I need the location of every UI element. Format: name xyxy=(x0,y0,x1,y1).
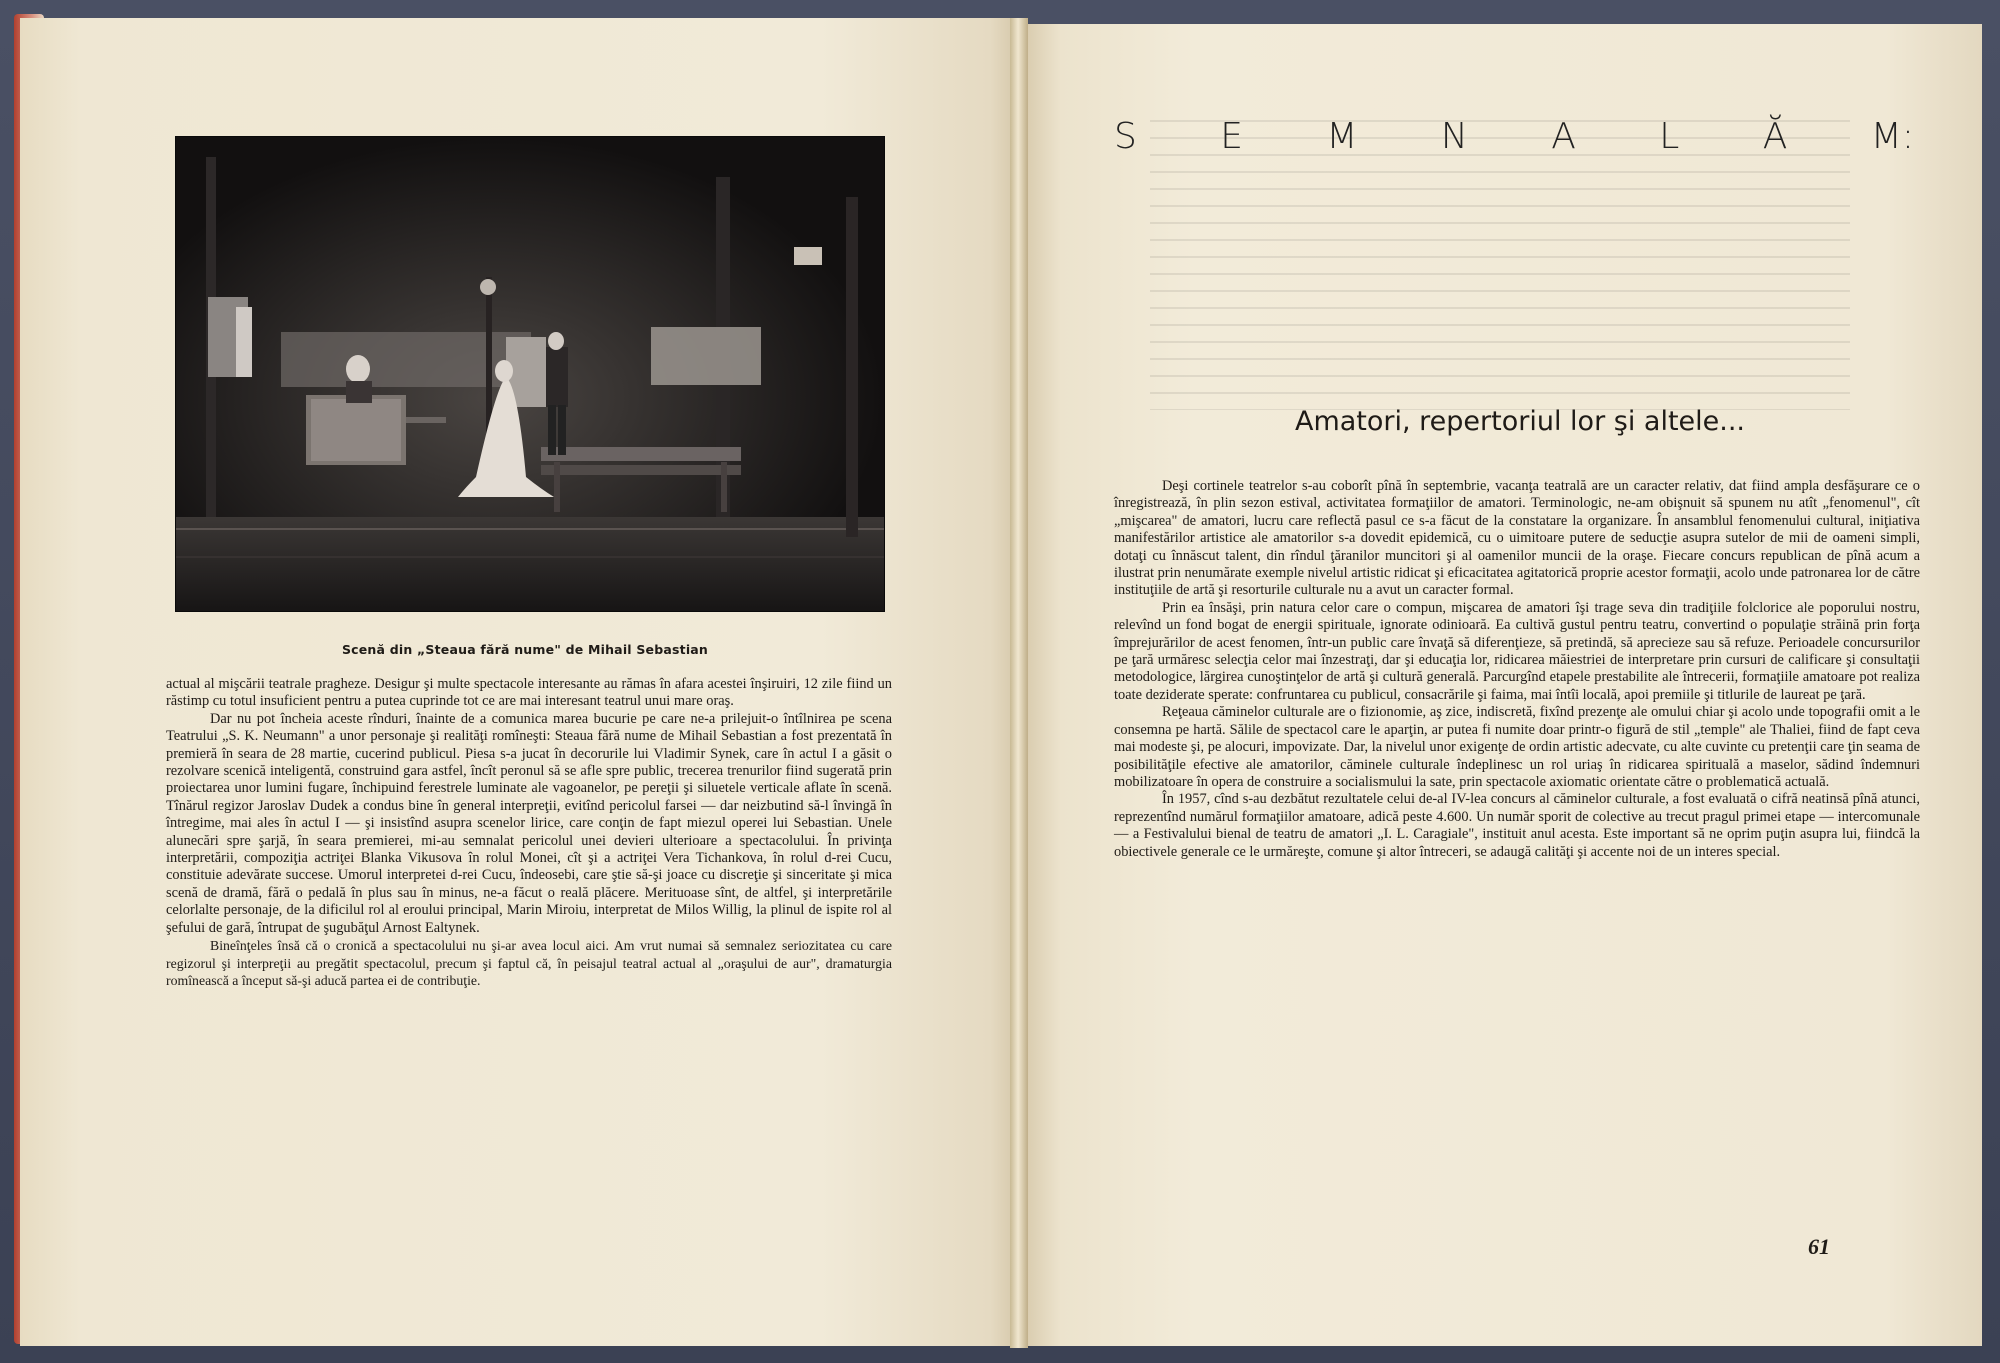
left-paragraph: actual al mişcării teatrale pragheze. Desigur şi multe spectacole interesante au rămas în afara acestei înşiruiri, 12 zile fiind un răstimp cu totul insuficient pentru a putea cuprinde tot ce are mai interesant teatrul unui mare oraş. xyxy=(166,676,892,710)
heading-letter: M xyxy=(1326,116,1358,157)
heading-letter: S xyxy=(1114,116,1137,157)
heading-letter: A xyxy=(1551,116,1576,157)
heading-letter: L xyxy=(1659,116,1680,157)
stage-photo xyxy=(175,136,885,612)
left-paragraph: Bineînţeles însă că o cronică a spectacolului nu şi-ar avea locul aici. Am vrut numai să semnalez seriozitatea cu care regizorul şi interpreţii au pregătit spectacolul, precum şi faptul că, în peisajul teatral actual al „oraşului de aur", dramaturgia romînească a început să-şi aducă partea ei de contribuţie. xyxy=(166,938,892,988)
heading-letter: Ă xyxy=(1762,116,1788,157)
stage-scene-image xyxy=(176,137,884,611)
left-paragraph: Dar nu pot încheia aceste rînduri, înainte de a comunica marea bucurie pe care ne-a prilejuit-o întîlnirea pe scena Teatrului „S. K. Neumann" a unor personaje şi realităţi romîneşti: Steaua fără nume de Mihail Sebastian a fost prezentată în premieră în seara de 28 martie, cucerind publicul. Piesa s-a jucat în decorurile lui Vladimir Synek, care în actul I a găsit o rezolvare scenică inteligentă, construind gara astfel, încît peronul să se afle spre public, trecerea trenurilor fiind sugerată prin proiectarea unor lumini fugare, închipuind ferestrele luminate ale vagoanelor, pe pereţii şi siluetele verticale aflate în scenă. Tînărul regizor Jaroslav Dudek a condus bine în general interpreţii, evitînd pericolul farsei — dar neizbutind să-l învingă în întregime, mai ales în actul I — şi insistînd asupra scenelor lirice, care conţin de fapt miezul operei lui Sebastian. Unele alunecări spre şarjă, în seara premierei, mi-au semnalat pericolul unei devieri ulterioare a spectacolului. În privinţa interpretării, compoziţia actriţei Blanka Vikusova în rolul Monei, cît şi a actriţei Vera Tichankova, în rolul d-rei Cucu, constituie adevărate succese. Umorul interpretei d-rei Cucu, îndeosebi, care ştie să-şi joace cu discreţie şi sinceritate şi mica scenă de dramă, fără o pedală în plus sau în minus, ne-a făcut o reală plăcere. Merituoase sînt, de altfel, şi interpretările celorlalte personaje, de la dificilul rol al eroului principal, Marin Miroiu, interpretat de Milos Willig, la plinul de ispite rol al şefului de gară, întrupat de şugubăţul Arnost Ealtynek. xyxy=(166,710,892,936)
right-column-text xyxy=(1114,478,1920,861)
right-paragraph: Deşi cortinele teatrelor s-au coborît pînă în septembrie, vacanţa teatrală are un caracter relativ, dat fiind ampla desfăşurare ce o înregistrează, în plin sezon estival, activitatea formaţiilor de amatori. Terminologic, ne-am obişnuit să spunem nu atît „fenomenul", cît „mişcarea" de amatori, lucru care reflectă pasul ce s-a făcut de la constatare la organizare. În ansamblul fenomenului cultural, iniţiativa manifestărilor artistice ale amatorilor s-a dovedit epidemică, cu o uimitoare putere de seducţie asupra sutelor de mii de oameni simpli, dotaţi cu înnăscut talent, din rîndul ţăranilor muncitori şi al oamenilor muncii de la oraşe. Fiecare concurs republican de pînă acum a ilustrat prin nenumărate exemple nivelul artistic ridicat şi eficacitatea agitatorică proprie acestor formaţii, acolo unde patronarea lor de către instituţiile de artă şi resorturile culturale nu a avut un caracter formal. xyxy=(1114,478,1920,599)
heading-letter: M: xyxy=(1870,116,1914,157)
article-title: Amatori, repertoriul lor şi altele... xyxy=(1294,406,1746,437)
right-paragraph: În 1957, cînd s-au dezbătut rezultatele celui de-al IV-lea concurs al căminelor culturale, a fost evaluată o cifră neatinsă pînă atunci, reprezentînd numărul formaţiilor amatoare, adică peste 4.600. Un număr sporit de colective au trecut pragul primei etape — intercomunale — a Festivalului bienal de teatru de amatori „I. L. Caragiale", instituit anul acesta. Este important să ne oprim puţin asupra lui, fiindcă la obiectivele generale ce le urmăreşte, comune şi altor întreceri, se adaugă calităţi şi accente noi de un interes special. xyxy=(1114,791,1920,860)
book-spine xyxy=(1010,18,1028,1348)
right-paragraph: Prin ea însăşi, prin natura celor care o compun, mişcarea de amatori îşi trage seva din tradiţiile folclorice ale poporului nostru, relevînd un fond bogat de energii spirituale, ignorate odinioară. Ea cultivă gustul pentru teatru, convertind o populaţie străină prin forţa împrejurărilor de acest fenomen, într-un public care învaţă să diferenţieze, să pretindă, să aprecieze sau să refuze. Perioadele concursurilor pe ţară urmăresc selecţia celor mai înzestraţi, dar şi educaţia lor, ridicarea măiestriei de interpretare prin cursuri de calificare şi consultaţii metodologice, lărgirea cunoştinţelor de artă şi cultură generală. Parcurgînd etapele prestabilite ale întrecerii, formaţiile amatoare pot realiza toate deziderate sperate: confruntarea cu publicul, consacrările şi faima, mai întîi locală, apoi premiile şi titlurile de laureat pe ţară. xyxy=(1114,599,1920,703)
section-heading xyxy=(1114,116,1914,166)
photo-caption: Scenă din „Steaua fără nume" de Mihail Sebastian xyxy=(341,642,709,657)
heading-letter: N xyxy=(1440,116,1468,157)
left-column-text xyxy=(166,676,892,989)
heading-letter: E xyxy=(1220,116,1244,157)
right-paragraph: Reţeaua căminelor culturale are o fizionomie, aş zice, indiscretă, fixînd prezenţe ale omului chiar şi acolo unde topografii omit a le consemna pe hartă. Sălile de spectacol care le aparţin, ar putea fi numite doar printr-o figură de stil „temple" ale Thaliei, fiind de fapt ceva mai modeste şi, pe alocuri, impovizate. Dar, la nivelul unor exigenţe de ordin artistic adecvate, cu alte cuvinte cu pretenţii care ţin seama de posibilităţile efective ale amatorilor, căminele culturale îndeplinesc un rol uriaş în ridicarea spirituală a maselor, sădind îndemnuri mobilizatoare în opera de construire a socialismului la sate, prin spectacole axiomatic orientate către o problematică actuală. xyxy=(1114,704,1920,790)
page-number: 61 xyxy=(1808,1234,1830,1259)
